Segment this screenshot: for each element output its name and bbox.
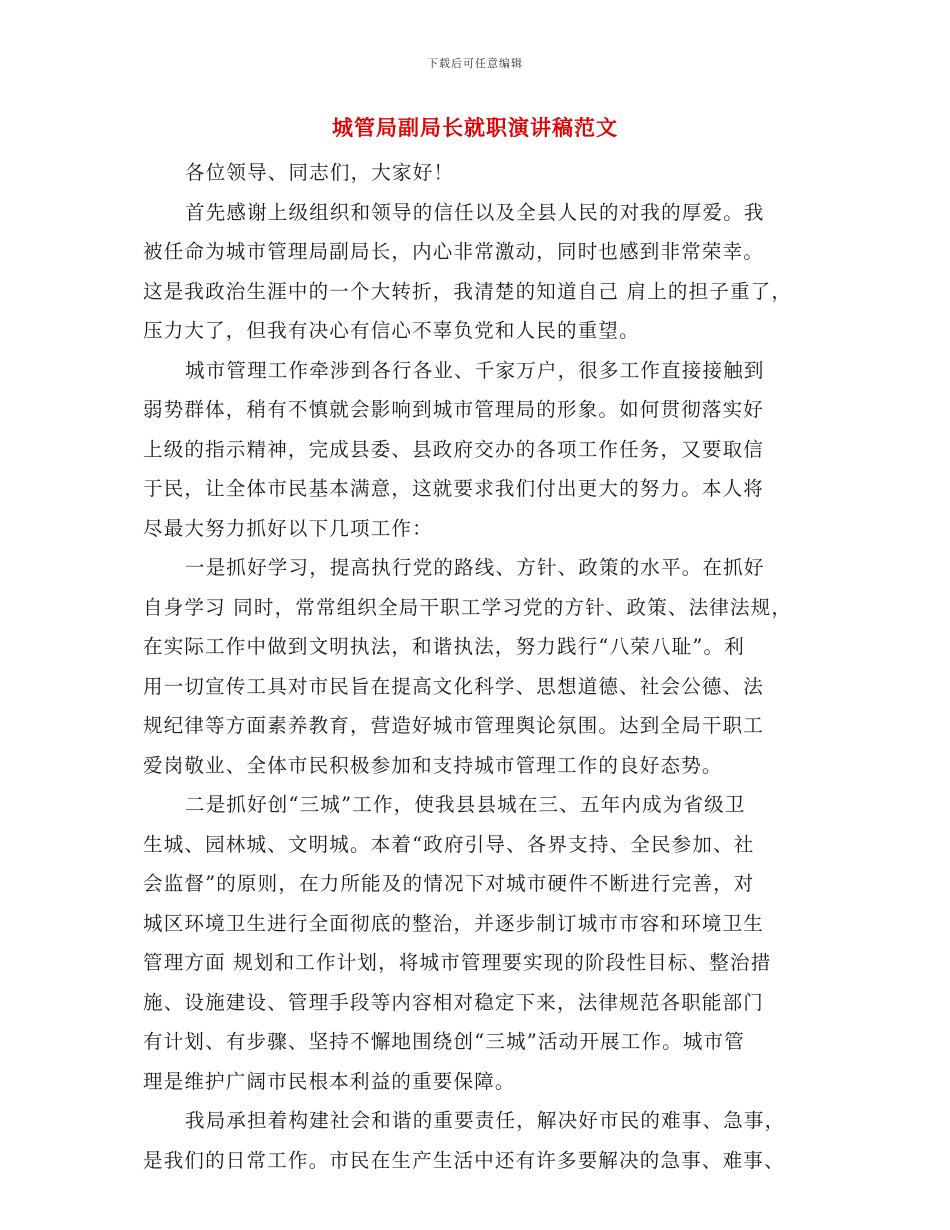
paragraph xyxy=(143,193,815,351)
document-title: 城管局副局长就职演讲稿范文 xyxy=(332,115,618,140)
paragraph-line: 理是维护广阔市民根本利益的重要保障。 xyxy=(143,1069,516,1093)
paragraph-line: 爱岗敬业、全体市民积极参加和支持城市管理工作的良好态势。 xyxy=(143,753,723,777)
paragraph xyxy=(143,785,815,1101)
paragraph-line: 压力大了，但我有决心有信心不辜负党和人民的重望。 xyxy=(143,319,640,342)
paragraph-line: 我局承担着构建社会和谐的重要责任，解决好市民的难事、急事， xyxy=(185,1109,786,1132)
paragraph-line: 自身学习 同时，常常组织全局干职工学习党的方针、政策、法律法规， xyxy=(143,595,793,619)
paragraph-line: 城区环境卫生进行全面彻底的整治，并逐步制订城市市容和环境卫生 xyxy=(143,911,765,935)
paragraph-line: 有计划、有步骤、坚持不懈地围绕创“三城”活动开展工作。城市管 xyxy=(143,1030,745,1053)
paragraph-line: 在实际工作中做到文明执法，和谐执法，努力践行“八荣八耻”。利 xyxy=(143,635,745,658)
paragraph-line: 于民，让全体市民基本满意，这就要求我们付出更大的努力。本人将 xyxy=(143,477,765,500)
paragraph-line: 规纪律等方面素养教育，营造好城市管理舆论氛围。达到全局干职工 xyxy=(143,714,765,737)
paragraph-line: 是我们的日常工作。市民在生产生活中还有许多要解决的急事、难事、 xyxy=(143,1148,785,1172)
paragraph-line: 一是抓好学习，提高执行党的路线、方针、政策的水平。在抓好 xyxy=(185,556,765,579)
paragraph-line: 城市管理工作牵涉到各行各业、千家万户，很多工作直接接触到 xyxy=(185,358,765,382)
paragraph-line: 管理方面 规划和工作计划，将城市管理要实现的阶段性目标、整治措 xyxy=(143,951,772,974)
paragraph-line: 施、设施建设、管理手段等内容相对稳定下来，法律规范各职能部门 xyxy=(143,990,765,1014)
header-note: 下载后可任意编辑 xyxy=(427,57,523,70)
paragraph-line: 这是我政治生涯中的一个大转折，我清楚的知道自己 肩上的担子重了， xyxy=(143,279,793,303)
paragraph-line: 上级的指示精神，完成县委、县政府交办的各项工作任务，又要取信 xyxy=(143,437,765,461)
paragraph-line: 生城、园林城、文明城。本着“政府引导、各界支持、全民参加、社 xyxy=(143,832,755,856)
paragraph-line: 首先感谢上级组织和领导的信任以及全县人民的对我的厚爱。我 xyxy=(185,200,765,224)
paragraph xyxy=(143,153,815,193)
paragraph-line: 被任命为城市管理局副局长，内心非常激动，同时也感到非常荣幸。 xyxy=(143,240,765,263)
paragraph-line: 各位领导、同志们，大家好！ xyxy=(185,161,455,184)
paragraph-line: 弱势群体，稍有不慎就会影响到城市管理局的形象。如何贯彻落实好 xyxy=(143,398,765,421)
paragraph-line: 二是抓好创“三城”工作，使我县县城在三、五年内成为省级卫 xyxy=(185,793,746,816)
paragraph xyxy=(143,351,815,549)
paragraph-line: 会监督”的原则，在力所能及的情况下对城市硬件不断进行完善，对 xyxy=(143,872,755,895)
paragraph-line: 尽最大努力抓好以下几项工作： xyxy=(143,516,433,540)
paragraph xyxy=(143,1101,815,1180)
paragraph xyxy=(143,548,815,785)
paragraph-line: 用一切宣传工具对市民旨在提高文化科学、思想道德、社会公德、法 xyxy=(143,674,765,698)
document-body xyxy=(143,153,815,1180)
